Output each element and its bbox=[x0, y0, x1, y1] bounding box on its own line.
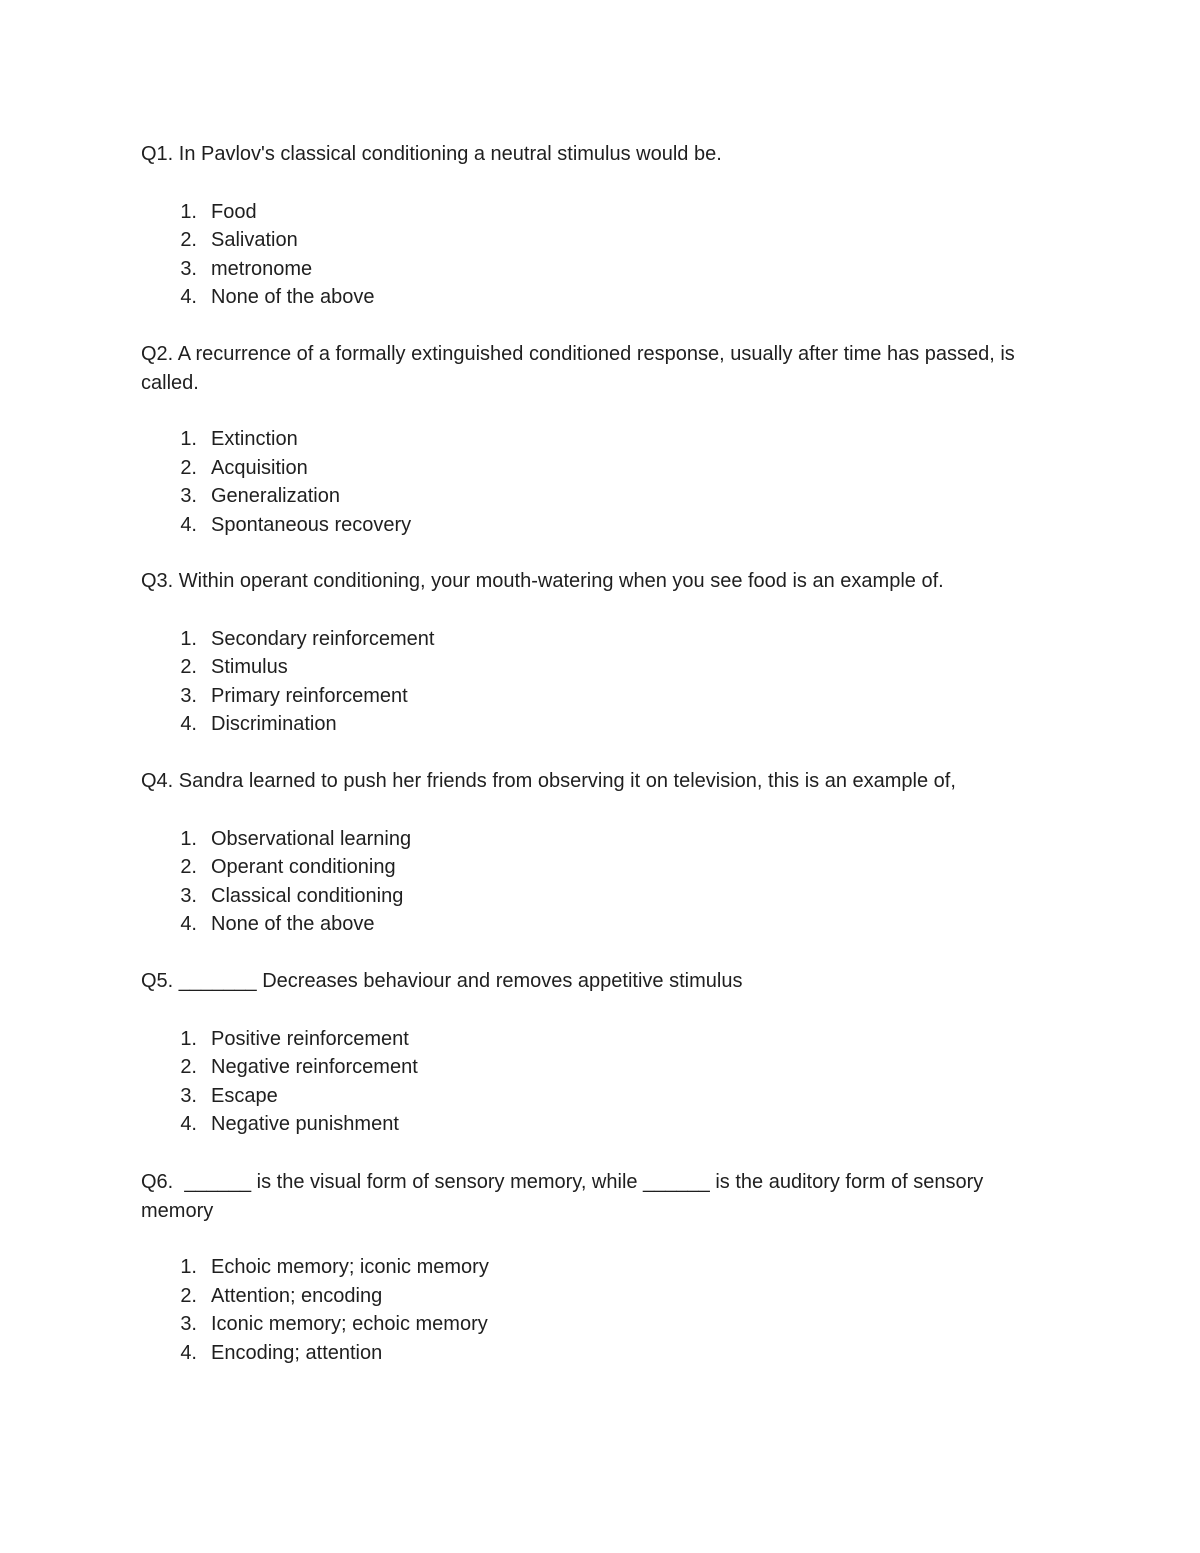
option-number: 4. bbox=[180, 913, 197, 936]
option-item bbox=[141, 1025, 1021, 1054]
option-text: None of the above bbox=[211, 286, 375, 309]
option-text: None of the above bbox=[211, 913, 375, 936]
option-number: 1. bbox=[180, 1256, 197, 1278]
option-number: 1. bbox=[180, 827, 197, 850]
question-1 bbox=[141, 140, 1021, 312]
option-list bbox=[141, 425, 1021, 539]
option-text: Salivation bbox=[211, 229, 298, 252]
option-number: 2. bbox=[180, 229, 197, 252]
option-number: 1. bbox=[180, 428, 197, 450]
option-text: Encoding; attention bbox=[211, 1341, 383, 1364]
option-text: Negative reinforcement bbox=[211, 1056, 418, 1079]
option-item bbox=[141, 226, 1021, 255]
question-text: Q6. ______ is the visual form of sensory memory, while ______ is the auditory form of sensory memory bbox=[141, 1171, 989, 1222]
option-text: Acquisition bbox=[211, 456, 308, 479]
option-number: 3. bbox=[180, 257, 197, 280]
option-text: Secondary reinforcement bbox=[211, 627, 435, 650]
option-number: 4. bbox=[180, 1113, 197, 1136]
question-4 bbox=[141, 767, 1021, 939]
option-text: Echoic memory; iconic memory bbox=[211, 1256, 489, 1278]
option-item bbox=[141, 454, 1021, 483]
option-item bbox=[141, 1339, 1021, 1368]
option-item bbox=[141, 283, 1021, 312]
question-6 bbox=[141, 1168, 1021, 1367]
option-number: 2. bbox=[180, 1284, 197, 1307]
option-text: Primary reinforcement bbox=[211, 684, 408, 707]
option-item bbox=[141, 682, 1021, 711]
option-number: 3. bbox=[180, 1084, 197, 1107]
option-text: Negative punishment bbox=[211, 1113, 399, 1136]
option-text: Food bbox=[211, 200, 257, 223]
question-text: Q4. Sandra learned to push her friends from observing it on television, this is an example of, bbox=[141, 770, 956, 792]
option-text: Discrimination bbox=[211, 713, 337, 736]
option-item bbox=[141, 511, 1021, 540]
option-text: Stimulus bbox=[211, 656, 288, 679]
option-text: Generalization bbox=[211, 485, 340, 508]
option-list bbox=[141, 825, 1021, 939]
question-5 bbox=[141, 967, 1021, 1139]
option-item bbox=[141, 825, 1021, 854]
option-item bbox=[141, 1310, 1021, 1339]
option-text: Observational learning bbox=[211, 827, 412, 850]
option-item bbox=[141, 425, 1021, 454]
option-number: 4. bbox=[180, 1341, 197, 1364]
option-item bbox=[141, 710, 1021, 739]
option-number: 2. bbox=[180, 856, 197, 879]
option-text: Positive reinforcement bbox=[211, 1027, 409, 1050]
question-text: Q1. In Pavlov's classical conditioning a neutral stimulus would be. bbox=[141, 143, 722, 165]
option-number: 2. bbox=[180, 656, 197, 679]
option-number: 1. bbox=[180, 200, 197, 223]
option-item bbox=[141, 1082, 1021, 1111]
option-list bbox=[141, 1253, 1021, 1367]
question-text: Q5. _______ Decreases behaviour and removes appetitive stimulus bbox=[141, 970, 743, 992]
option-number: 3. bbox=[180, 684, 197, 707]
option-item bbox=[141, 882, 1021, 911]
option-item bbox=[141, 255, 1021, 284]
option-text: metronome bbox=[211, 257, 313, 280]
option-text: Spontaneous recovery bbox=[211, 513, 412, 536]
question-text: Q3. Within operant conditioning, your mouth-watering when you see food is an example of. bbox=[141, 570, 944, 592]
option-number: 2. bbox=[180, 456, 197, 479]
option-text: Classical conditioning bbox=[211, 884, 404, 907]
option-number: 1. bbox=[180, 1027, 197, 1050]
option-number: 3. bbox=[180, 1313, 197, 1336]
option-item bbox=[141, 1253, 1021, 1282]
question-2 bbox=[141, 340, 1021, 539]
option-item bbox=[141, 1053, 1021, 1082]
option-list bbox=[141, 625, 1021, 739]
question-text: Q2. A recurrence of a formally extinguished conditioned response, usually after time has passed, is called. bbox=[141, 343, 1021, 394]
option-item bbox=[141, 482, 1021, 511]
option-list bbox=[141, 198, 1021, 312]
option-number: 4. bbox=[180, 513, 197, 536]
option-item bbox=[141, 625, 1021, 654]
option-text: Operant conditioning bbox=[211, 856, 396, 879]
option-number: 4. bbox=[180, 713, 197, 736]
option-number: 3. bbox=[180, 884, 197, 907]
option-item bbox=[141, 910, 1021, 939]
option-item bbox=[141, 653, 1021, 682]
option-number: 1. bbox=[180, 627, 197, 650]
option-list bbox=[141, 1025, 1021, 1139]
option-number: 3. bbox=[180, 485, 197, 508]
option-text: Attention; encoding bbox=[211, 1284, 383, 1307]
question-3 bbox=[141, 567, 1021, 739]
option-text: Escape bbox=[211, 1084, 278, 1107]
option-number: 2. bbox=[180, 1056, 197, 1079]
option-item bbox=[141, 198, 1021, 227]
option-item bbox=[141, 1110, 1021, 1139]
option-item bbox=[141, 1282, 1021, 1311]
option-item bbox=[141, 853, 1021, 882]
option-text: Extinction bbox=[211, 428, 298, 450]
option-number: 4. bbox=[180, 286, 197, 309]
option-text: Iconic memory; echoic memory bbox=[211, 1313, 488, 1336]
